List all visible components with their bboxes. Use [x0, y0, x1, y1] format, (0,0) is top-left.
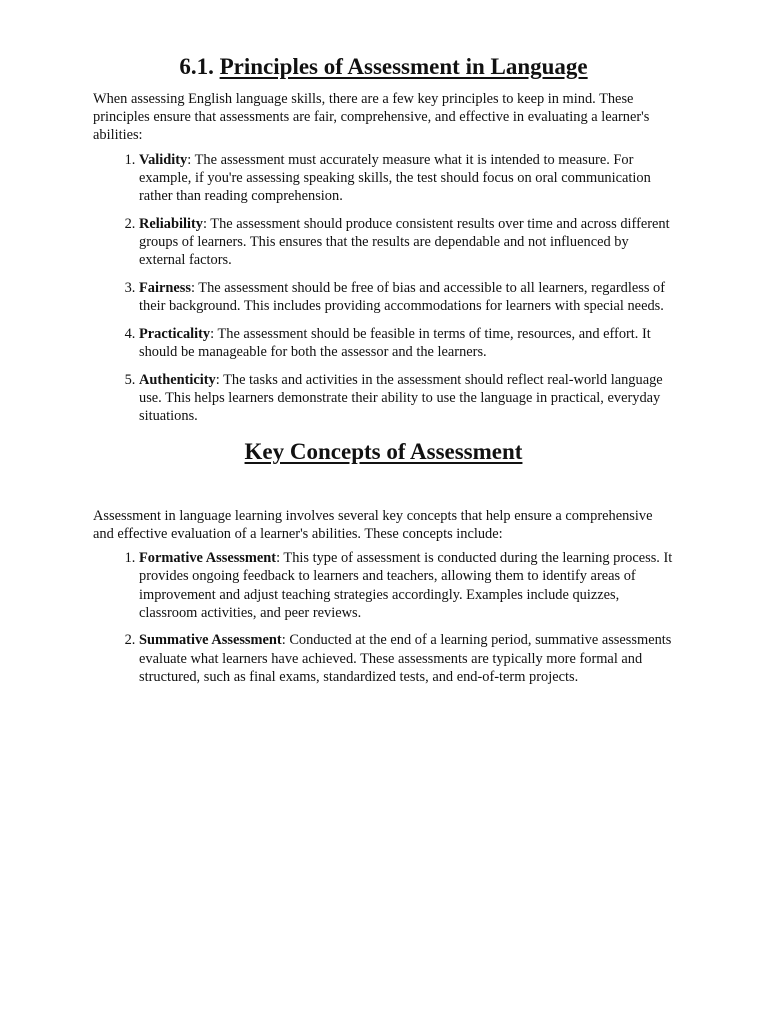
- item-term: Reliability: [139, 215, 203, 232]
- section1-number: 6.1.: [179, 54, 214, 79]
- section2-title: Key Concepts of Assessment: [244, 438, 523, 464]
- section1-intro: When assessing English language skills, there are a few key principles to keep in mind. These principles ensure that assessments are fair, comprehensive, and effective in evaluating a learner's abilities:: [93, 91, 650, 144]
- list-item: [139, 549, 674, 622]
- section1-heading: [93, 50, 674, 84]
- item-term: Practicality: [139, 325, 211, 342]
- list-item: [139, 325, 674, 361]
- section2-heading: [93, 435, 674, 469]
- principles-list: [93, 151, 674, 426]
- item-term: Fairness: [139, 279, 191, 296]
- item-text: : This type of assessment is conducted during the learning process. It provides ongoing feedback to learners and teachers, allowing them to identify areas of improvement and adjust teaching strategies accordingly. Examples include quizzes, classroom activities, and peer reviews.: [139, 550, 673, 621]
- item-term: Formative Assessment: [139, 550, 277, 567]
- list-item: [139, 151, 674, 206]
- item-term: Authenticity: [139, 371, 216, 388]
- item-term: Validity: [139, 151, 188, 168]
- list-item: [139, 215, 674, 270]
- section1-title: Principles of Assessment in Language: [219, 54, 588, 79]
- item-term: Summative Assessment: [139, 632, 282, 649]
- list-item: [139, 631, 674, 686]
- item-text: : Conducted at the end of a learning period, summative assessments evaluate what learners have achieved. These assessments are typically more formal and structured, such as final exams, standardized tests, and end-of-term projects.: [139, 632, 672, 685]
- list-item: [139, 279, 674, 315]
- item-text: : The tasks and activities in the assessment should reflect real-world language use. This helps learners demonstrate their ability to use the language in practical, everyday situations.: [139, 371, 663, 425]
- list-item: [139, 371, 674, 426]
- item-text: : The assessment should be feasible in terms of time, resources, and effort. It should be manageable for both the assessor and the learners.: [139, 325, 651, 360]
- item-text: : The assessment must accurately measure what it is intended to measure. For example, if you're assessing speaking skills, the test should focus on oral communication rather than reading comprehension.: [139, 151, 651, 205]
- item-text: : The assessment should produce consistent results over time and across different groups of learners. This ensures that the results are dependable and not influenced by external factors.: [139, 215, 670, 269]
- section2-intro: Assessment in language learning involves several key concepts that help ensure a comprehensive and effective evaluation of a learner's abilities. These concepts include:: [93, 507, 653, 542]
- item-text: : The assessment should be free of bias and accessible to all learners, regardless of their background. This includes providing accommodations for learners with special needs.: [139, 279, 666, 315]
- concepts-list: [93, 549, 674, 686]
